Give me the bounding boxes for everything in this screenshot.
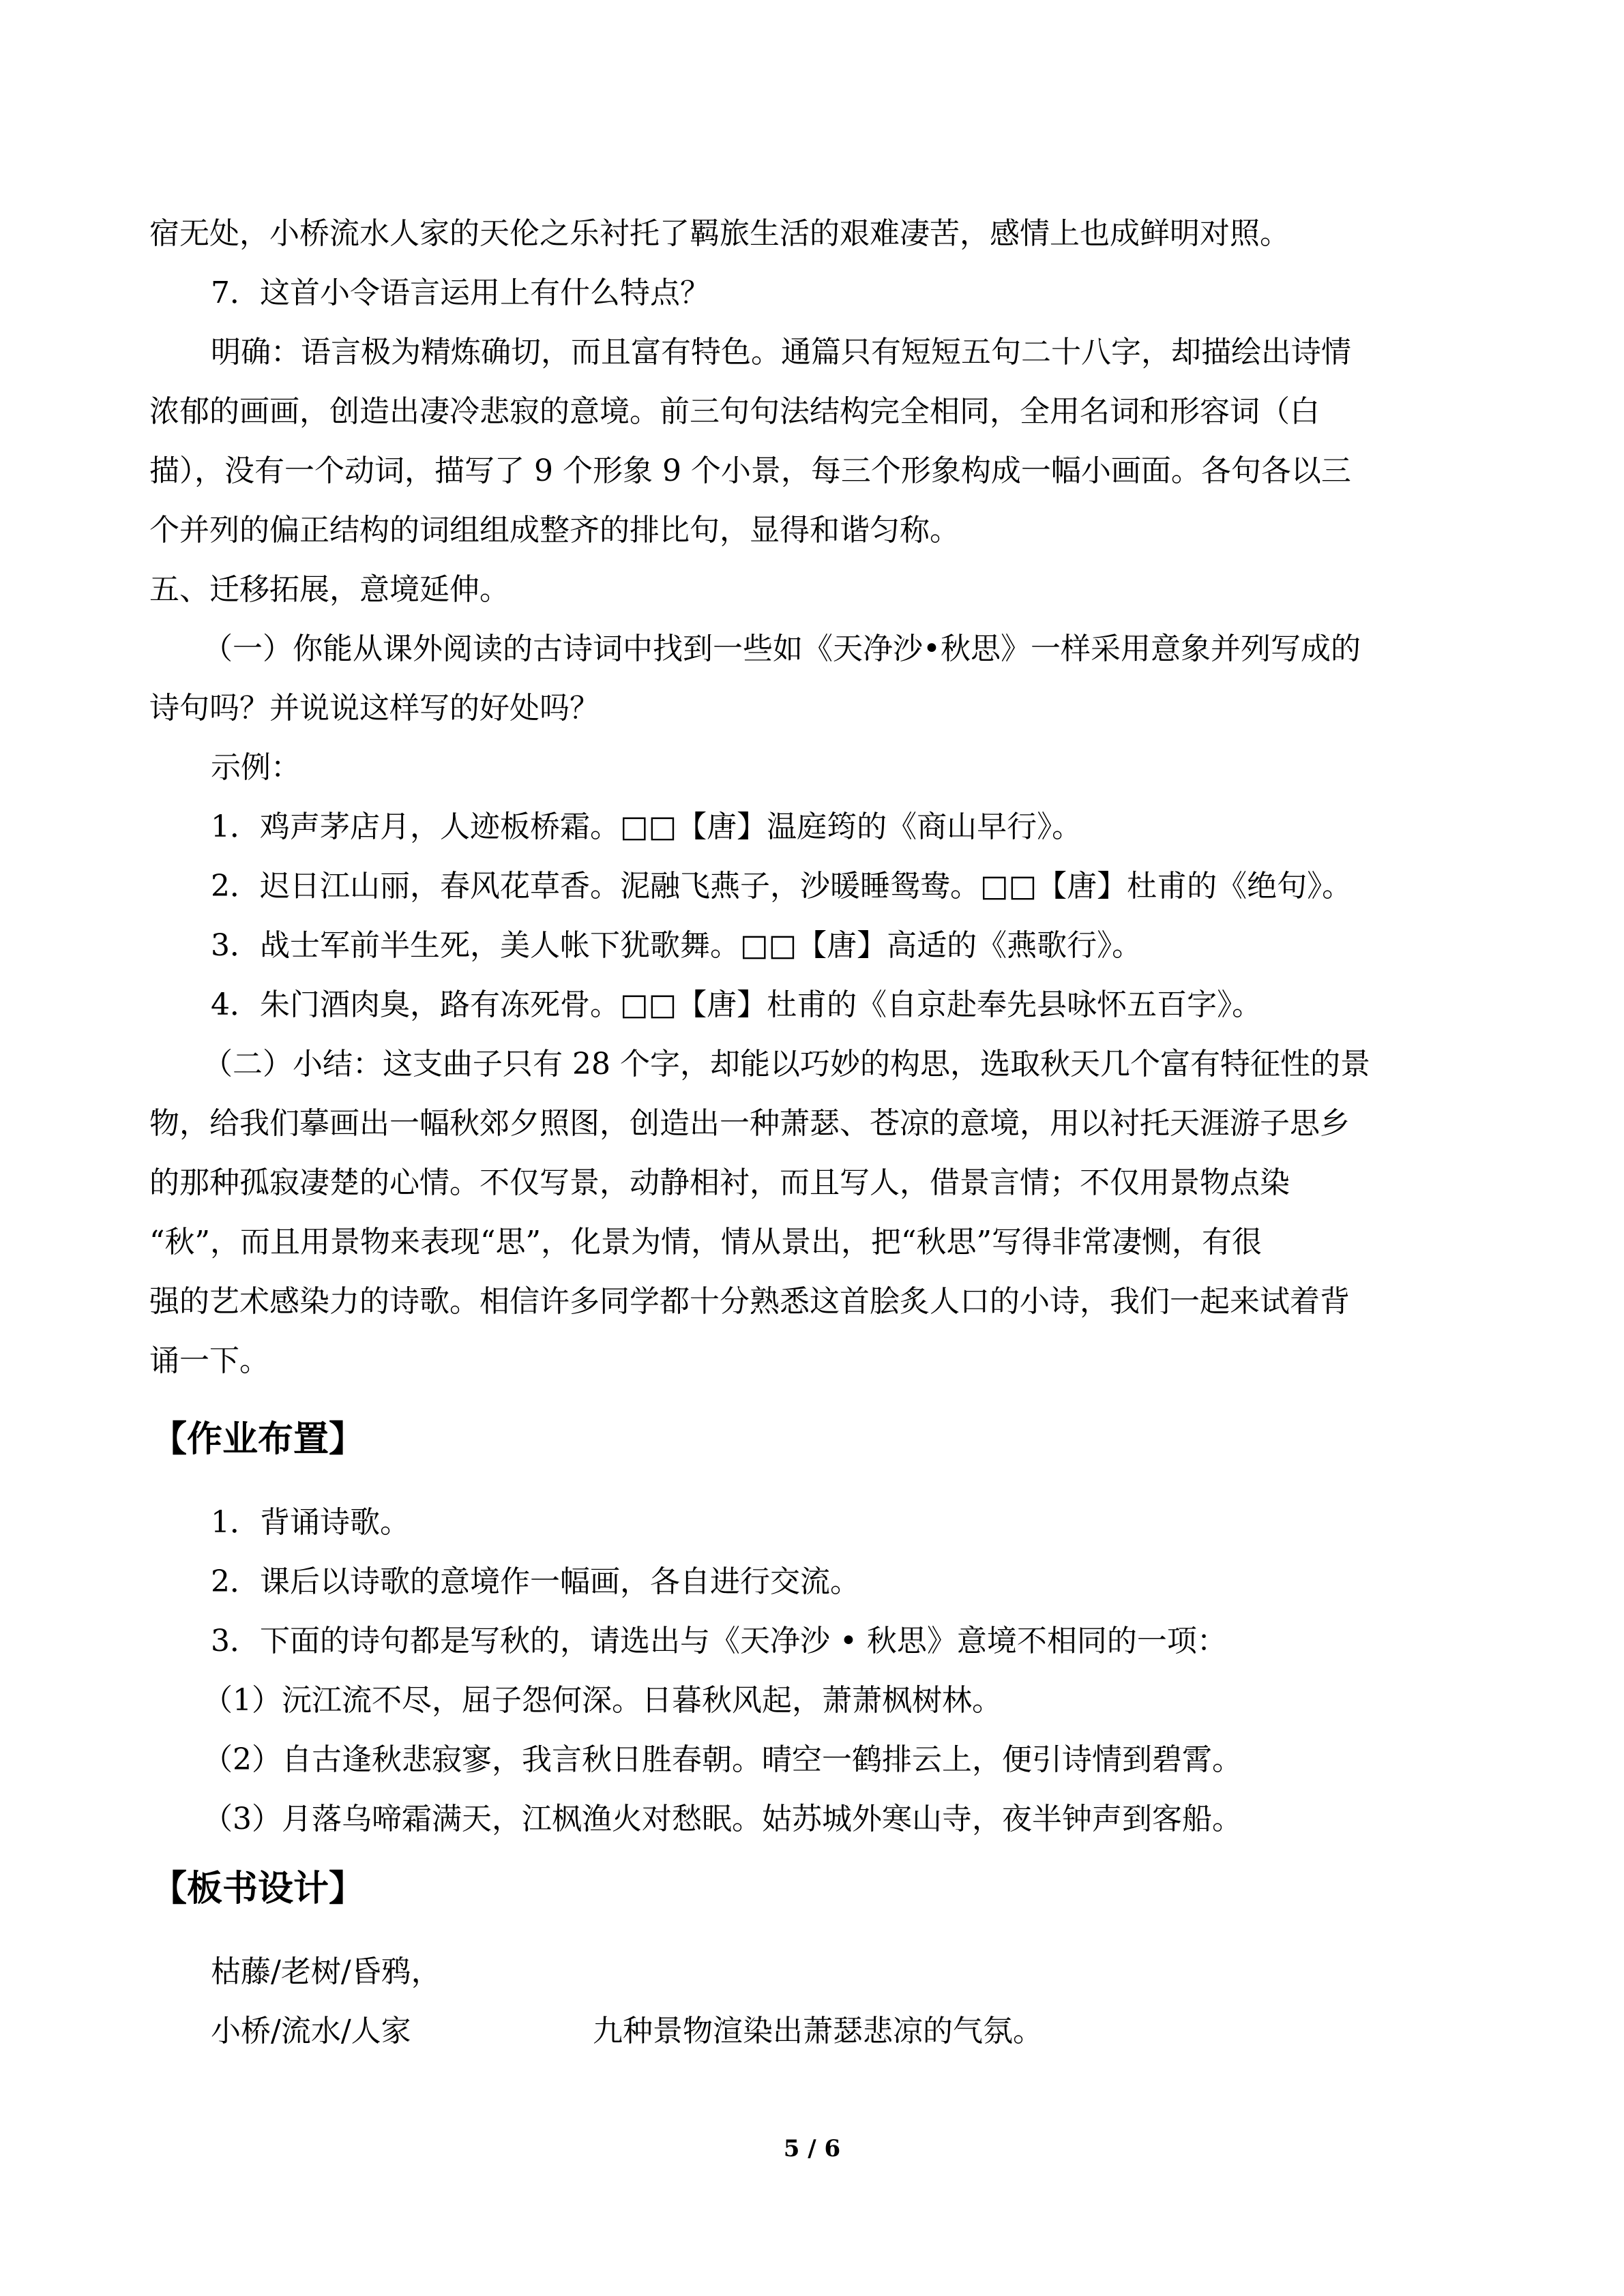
summary-line: （二）小结：这支曲子只有 28 个字，却能以巧妙的构思，选取秋天几个富有特征性的景	[203, 1047, 1370, 1082]
part-1-line: 诗句吗？并说说这样写的好处吗？	[149, 691, 600, 726]
summary-line: 的那种孤寂凄楚的心情。不仅写景，动静相衬，而且写人，借景言情；不仅用景物点染	[149, 1165, 1290, 1200]
section-5-title: 五、迁移拓展，意境延伸。	[149, 572, 510, 607]
answer-7-line: 浓郁的画画，创造出凄冷悲寂的意境。前三句句法结构完全相同，全用名词和形容词（白	[149, 394, 1320, 429]
answer-7-line: 个并列的偏正结构的词组组成整齐的排比句，显得和谐匀称。	[149, 513, 960, 548]
example-item: 4．朱门酒肉臭，路有冻死骨。□□【唐】杜甫的《自京赴奉先县咏怀五百字》。	[211, 987, 1263, 1022]
homework-item: 1．背诵诗歌。	[211, 1505, 410, 1540]
summary-line: 强的艺术感染力的诗歌。相信许多同学都十分熟悉这首脍炙人口的小诗，我们一起来试着背	[149, 1284, 1350, 1319]
homework-option: （3）月落乌啼霜满天，江枫渔火对愁眠。姑苏城外寒山寺，夜半钟声到客船。	[203, 1802, 1242, 1836]
homework-heading: 【作业布置】	[151, 1419, 365, 1460]
summary-line: 诵一下。	[149, 1343, 269, 1378]
text-line: 宿无处，小桥流水人家的天伦之乐衬托了羁旅生活的艰难凄苦，感情上也成鲜明对照。	[149, 216, 1290, 251]
page-number: 5 / 6	[783, 2135, 841, 2162]
board-line: 枯藤/老树/昏鸦，	[211, 1954, 441, 1989]
summary-line: 物，给我们摹画出一幅秋郊夕照图，创造出一种萧瑟、苍凉的意境，用以衬托天涯游子思乡	[149, 1106, 1350, 1141]
example-label: 示例：	[211, 750, 301, 785]
part-1-line: （一）你能从课外阅读的古诗词中找到一些如《天净沙•秋思》一样采用意象并列写成的	[203, 631, 1361, 666]
example-item: 2．迟日江山丽，春风花草香。泥融飞燕子，沙暖睡鸳鸯。□□【唐】杜甫的《绝句》。	[211, 869, 1353, 904]
question-7: 7．这首小令语言运用上有什么特点？	[211, 275, 710, 310]
homework-item: 2．课后以诗歌的意境作一幅画，各自进行交流。	[211, 1564, 860, 1599]
answer-7-line: 描），没有一个动词，描写了 9 个形象 9 个小景，每三个形象构成一幅小画面。各句各以三	[149, 453, 1351, 488]
board-note: 九种景物渲染出萧瑟悲凉的气氛。	[593, 2014, 1043, 2048]
homework-option: （1）沅江流不尽，屈子怨何深。日暮秋风起，萧萧枫树林。	[203, 1683, 1002, 1718]
board-heading: 【板书设计】	[151, 1868, 365, 1909]
homework-item: 3．下面的诗句都是写秋的，请选出与《天净沙 • 秋思》意境不相同的一项：	[211, 1624, 1227, 1658]
example-item: 3．战士军前半生死，美人帐下犹歌舞。□□【唐】高适的《燕歌行》。	[211, 928, 1142, 963]
summary-line: “秋”，而且用景物来表现“思”，化景为情，情从景出，把“秋思”写得非常凄恻，有很	[149, 1225, 1262, 1259]
answer-7-line: 明确：语言极为精炼确切，而且富有特色。通篇只有短短五句二十八字，却描绘出诗情	[211, 335, 1351, 370]
board-line: 小桥/流水/人家	[211, 2014, 411, 2048]
homework-option: （2）自古逢秋悲寂寥，我言秋日胜春朝。晴空一鹤排云上，便引诗情到碧霄。	[203, 1742, 1242, 1777]
example-item: 1．鸡声茅店月，人迹板桥霜。□□【唐】温庭筠的《商山早行》。	[211, 809, 1082, 844]
